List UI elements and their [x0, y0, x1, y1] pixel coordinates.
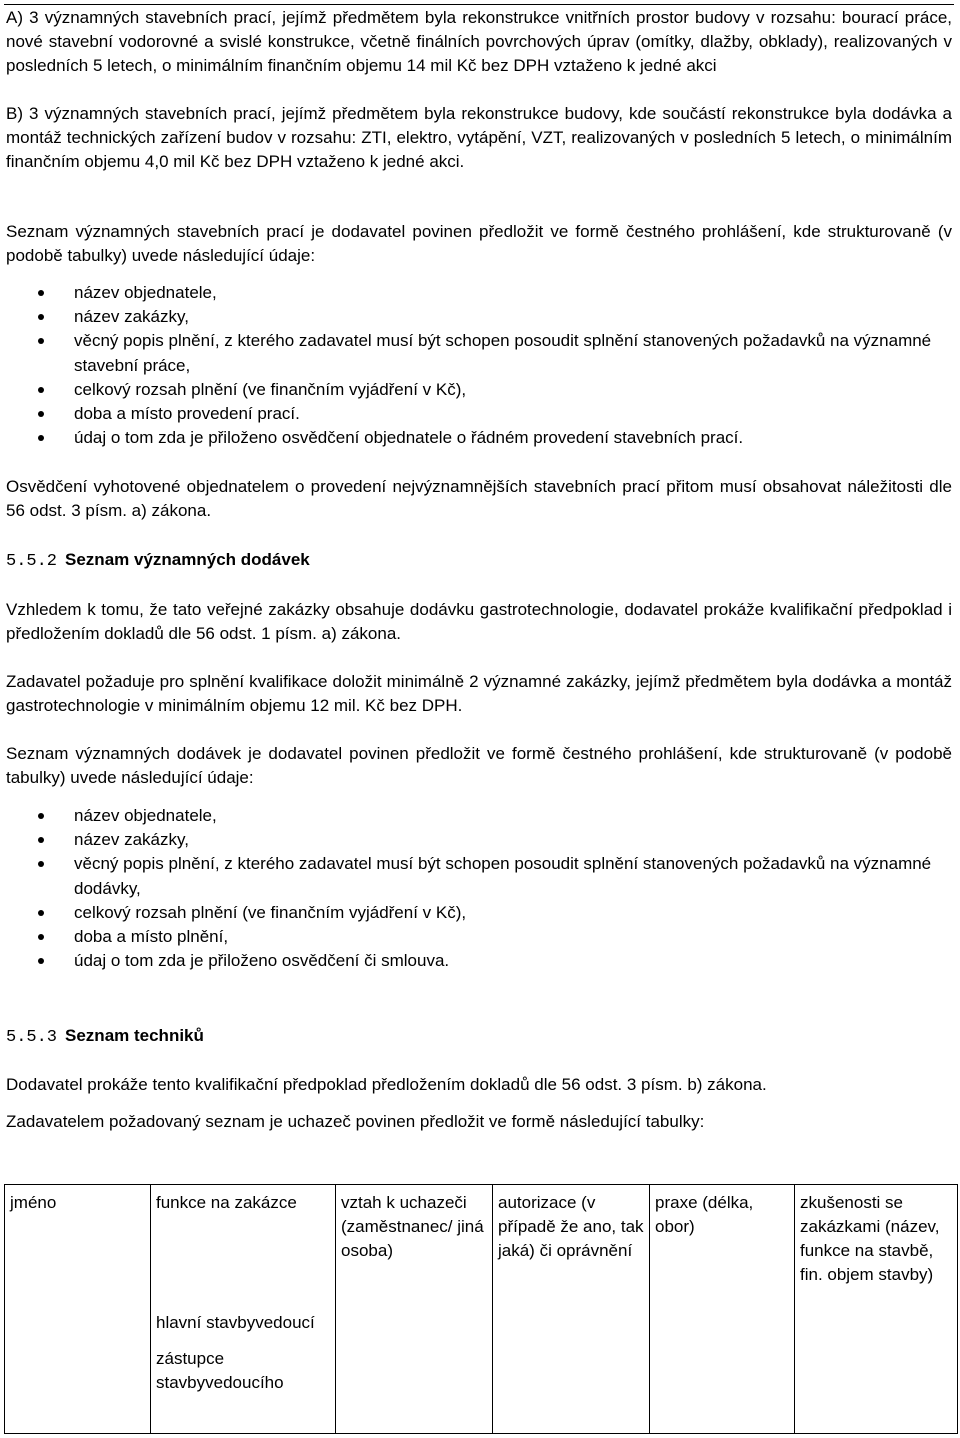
table-header-cell: praxe (délka, obor): [650, 1185, 795, 1434]
section-heading-5-5-2: [6, 548, 310, 574]
paragraph-seznam-dodavek: Seznam významných dodávek je dodavatel povinen předložit ve formě čestného prohlášení, kde strukturovaně (v podobě tabulky) uvede následující údaje:: [6, 744, 952, 787]
table-header-cell: vztah k uchazeči (zaměstnanec/ jiná osoba): [336, 1185, 493, 1434]
paragraph-vzhledem: Vzhledem k tomu, že tato veřejné zakázky obsahuje dodávku gastrotechnologie, dodavatel prokáže kvalifikační předpoklad i předložením dokladů dle 56 odst. 1 písm. a) zákona.: [6, 600, 952, 643]
bullet-icon: [38, 338, 44, 344]
table-header-cell: jméno: [5, 1185, 151, 1434]
bullet-icon: [38, 411, 44, 417]
list-item: doba a místo plnění,: [0, 925, 946, 949]
bullet-icon: [38, 958, 44, 964]
paragraph-a: A) 3 významných stavebních prací, jejímž předmětem byla rekonstrukce vnitřních prostor budovy v rozsahu: bourací práce, nové stavební vodorovné a svislé konstrukce, včetně finálních povrchových úprav (omítky, dlažby, obklady), realizovaných v posledních 5 letech, o minimálním finančním objemu 14 mil Kč bez DPH vztaženo k jedné akci: [6, 8, 952, 75]
paragraph-b: B) 3 významných stavebních prací, jejímž předmětem byla rekonstrukce budovy, kde součástí rekonstrukce byla dodávka a montáž technických zařízení budov v rozsahu: ZTI, elektro, vytápění, VZT, realizovaných v posledních 5 letech, o minimálním finančním objemu 4,0 mil Kč bez DPH vztaženo k jedné akci.: [6, 104, 952, 171]
bullet-icon: [38, 837, 44, 843]
list-item: celkový rozsah plnění (ve finančním vyjádření v Kč),: [0, 901, 946, 925]
bullet-icon: [38, 387, 44, 393]
paragraph-seznam-prace: Seznam významných stavebních prací je dodavatel povinen předložit ve formě čestného prohlášení, kde strukturovaně (v podobě tabulky) uvede následující údaje:: [6, 222, 952, 265]
table-header-cell: autorizace (v případě že ano, tak jaká) či oprávnění: [493, 1185, 650, 1434]
technicians-table: [4, 1184, 958, 1434]
list-item: název zakázky,: [0, 828, 946, 852]
list-item: celkový rozsah plnění (ve finančním vyjádření v Kč),: [0, 378, 946, 402]
bullet-icon: [38, 813, 44, 819]
bullet-icon: [38, 934, 44, 940]
list-works-requirements: [0, 281, 946, 450]
list-item: název objednatele,: [0, 281, 946, 305]
table-cell-funkce: funkce na zakázce hlavní stavbyvedoucí zástupce stavbyvedoucího: [151, 1185, 336, 1434]
section-title: Seznam významných dodávek: [65, 550, 310, 569]
bullet-icon: [38, 861, 44, 867]
list-item: název objednatele,: [0, 804, 946, 828]
table-cell-text: hlavní stavbyvedoucí: [156, 1313, 315, 1332]
bullet-icon: [38, 910, 44, 916]
table-cell-text: zástupce stavbyvedoucího: [156, 1349, 284, 1392]
bullet-icon: [38, 314, 44, 320]
section-title: Seznam techniků: [65, 1026, 204, 1045]
table-row: [5, 1185, 958, 1434]
list-item: údaj o tom zda je přiloženo osvědčení objednatele o řádném provedení stavebních prací.: [0, 426, 946, 450]
section-number: 5.5.3: [6, 1028, 58, 1047]
paragraph-zadavatel-pozaduje: Zadavatel požaduje pro splnění kvalifikace doložit minimálně 2 významné zakázky, jejímž předmětem byla dodávka a montáž gastrotechnologie v minimálním objemu 12 mil. Kč bez DPH.: [6, 672, 952, 715]
list-item: věcný popis plnění, z kterého zadavatel musí být schopen posoudit splnění stanovených požadavků na významné stavební práce,: [0, 329, 946, 377]
list-supplies-requirements: [0, 804, 946, 973]
list-item: věcný popis plnění, z kterého zadavatel musí být schopen posoudit splnění stanovených požadavků na významné dodávky,: [0, 852, 946, 900]
paragraph-dodavatel-prokaze: Dodavatel prokáže tento kvalifikační předpoklad předložením dokladů dle 56 odst. 3 písm. b) zákona.: [6, 1075, 767, 1094]
top-rule: [4, 4, 954, 5]
table-header-cell: zkušenosti se zakázkami (název, funkce na stavbě, fin. objem stavby): [795, 1185, 958, 1434]
paragraph-zadavatelem: Zadavatelem požadovaný seznam je uchazeč povinen předložit ve formě následující tabulky:: [6, 1112, 705, 1131]
section-heading-5-5-3: [6, 1024, 204, 1050]
bullet-icon: [38, 435, 44, 441]
list-item: název zakázky,: [0, 305, 946, 329]
list-item: doba a místo provedení prací.: [0, 402, 946, 426]
list-item: údaj o tom zda je přiloženo osvědčení či smlouva.: [0, 949, 946, 973]
paragraph-osvedceni: Osvědčení vyhotovené objednatelem o provedení nejvýznamnějších stavebních prací přitom musí obsahovat náležitosti dle 56 odst. 3 písm. a) zákona.: [6, 477, 952, 520]
bullet-icon: [38, 290, 44, 296]
section-number: 5.5.2: [6, 552, 58, 571]
